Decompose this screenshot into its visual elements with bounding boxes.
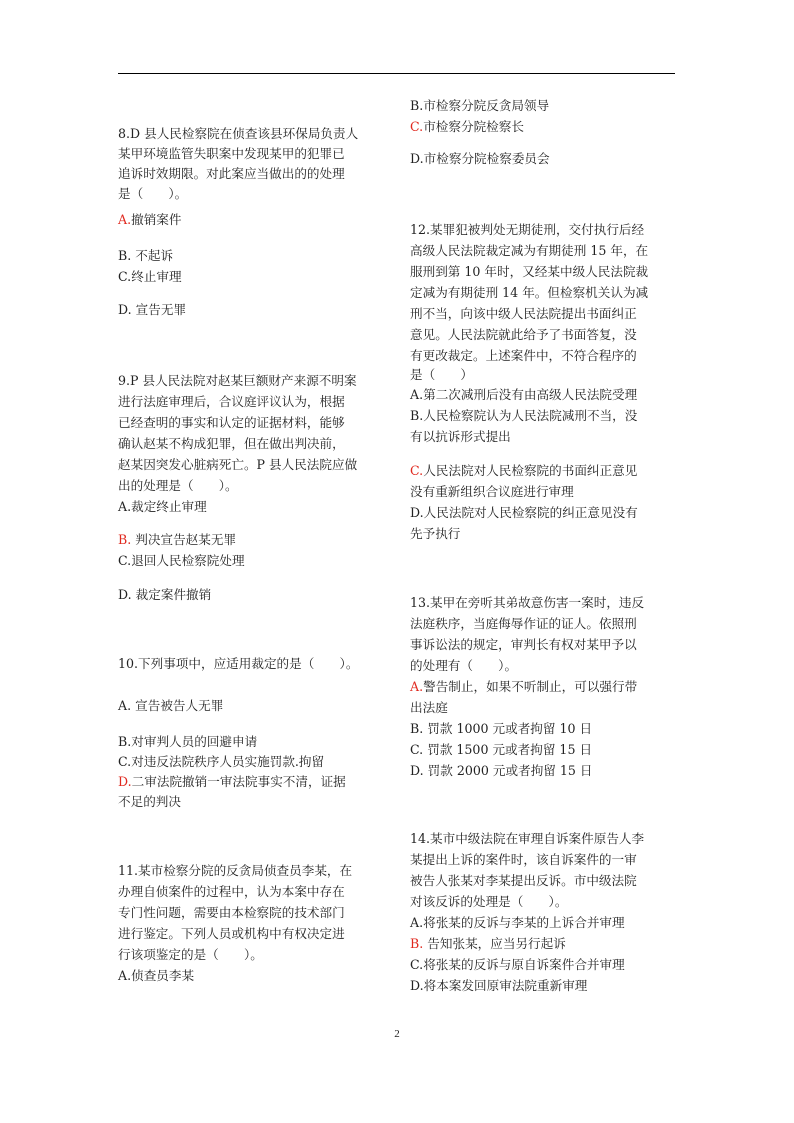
option-letter: A. — [410, 679, 424, 694]
option-text: 罚款 1000 元或者拘留 10 日 — [427, 721, 593, 736]
option-letter: C. — [410, 742, 424, 757]
option-letter: C. — [118, 553, 132, 568]
option-c — [410, 118, 524, 136]
option-text: 二审法院撤销一审法院事实不清，证据 — [131, 774, 346, 789]
option-letter: C. — [410, 957, 424, 972]
question-stem-line: 刑不当，向该中级人民法院提出书面纠正 — [410, 306, 637, 321]
option-d — [410, 150, 550, 168]
question-stem-line: 是（ ）。 — [118, 186, 188, 201]
question-stem-line: 确认赵某不构成犯罪，但在做出判决前， — [118, 436, 345, 451]
option-text: 罚款 1500 元或者拘留 15 日 — [427, 742, 593, 757]
option-c — [118, 268, 182, 286]
option-text: 裁定案件撤销 — [135, 587, 212, 602]
option-a — [118, 498, 207, 516]
option-a — [410, 386, 637, 404]
option-text: 市检察分院检察长 — [423, 119, 524, 134]
option-letter: C. — [118, 754, 132, 769]
option-letter: D. — [410, 505, 424, 520]
option-letter: D. — [118, 587, 132, 602]
option-text: 人民检察院认为人民法院减刑不当，没 — [423, 408, 638, 423]
option-text: 人民法院对人民检察院的书面纠正意见 — [423, 463, 638, 478]
question-stem-line: 有更改裁定。上述案件中，不符合程序的 — [410, 348, 637, 363]
question-stem-line: 已经查明的事实和认定的证据材料，能够 — [118, 415, 345, 430]
option-b — [410, 935, 566, 953]
question-stem-line: 被告人张某对李某提出反诉。市中级法院 — [410, 873, 637, 888]
option-letter: A. — [410, 387, 424, 402]
option-text: 判决宣告赵某无罪 — [135, 532, 237, 547]
option-letter: A. — [410, 915, 424, 930]
option-d — [118, 586, 211, 604]
question-stem-line: 行该项鉴定的是（ ）。 — [118, 947, 263, 962]
option-b-continuation: 有以抗诉形式提出 — [410, 429, 511, 444]
option-b — [410, 407, 637, 425]
question-stem-line: 11.某市检察分院的反贪局侦查员李某，在 — [118, 863, 353, 878]
option-text: 终止审理 — [131, 269, 182, 284]
option-d — [410, 504, 638, 522]
option-letter: C. — [118, 269, 132, 284]
option-b — [118, 733, 257, 751]
option-text: 侦查员李某 — [131, 968, 195, 983]
option-text: 撤销案件 — [131, 212, 182, 227]
option-letter: B. — [410, 408, 424, 423]
option-letter: D. — [410, 763, 424, 778]
option-a — [410, 914, 625, 932]
option-d — [118, 301, 186, 319]
option-text: 对违反法院秩序人员实施罚款.拘留 — [131, 754, 325, 769]
question-stem-line: 专门性问题，需要由本检察院的技术部门 — [118, 905, 345, 920]
question-stem-line: 高级人民法院裁定减为有期徒刑 15 年，在 — [410, 243, 649, 258]
option-d-continuation: 不足的判决 — [118, 794, 181, 809]
option-c — [410, 741, 592, 759]
option-text: 第二次减刑后没有由高级人民法院受理 — [423, 387, 638, 402]
question-stem-line: 意见。人民法院就此给予了书面答复，没 — [410, 327, 637, 342]
question-stem-line: 10.下列事项中，应适用裁定的是（ ）。 — [118, 656, 359, 671]
option-letter: A. — [118, 968, 132, 983]
option-letter: C. — [410, 119, 424, 134]
question-stem-line: 法庭秩序，当庭侮辱作证的证人。依照刑 — [410, 616, 637, 631]
question-stem-line: 进行法庭审理后，合议庭评议认为，根据 — [118, 394, 345, 409]
option-a — [118, 211, 181, 229]
option-c — [410, 956, 625, 974]
question-stem-line: 某提出上诉的案件时，该自诉案件的一审 — [410, 852, 637, 867]
option-a-continuation: 出法庭 — [410, 700, 448, 715]
option-a — [118, 967, 194, 985]
option-d — [410, 762, 593, 780]
question-stem-line: 14.某市中级法院在审理自诉案件原告人李 — [410, 831, 645, 846]
option-letter: A. — [118, 698, 132, 713]
option-letter: D. — [118, 774, 132, 789]
option-letter: D. — [118, 302, 132, 317]
question-stem-line: 对该反诉的处理是（ ）。 — [410, 894, 568, 909]
header-rule — [118, 73, 675, 74]
question-stem-line: 9.P 县人民法院对赵某巨额财产来源不明案 — [118, 373, 357, 388]
question-stem-line: 13.某甲在旁听其弟故意伤害一案时，违反 — [410, 595, 645, 610]
question-stem-line: 事诉讼法的规定，审判长有权对某甲予以 — [410, 637, 637, 652]
option-a — [410, 678, 637, 696]
option-text: 将张某的反诉与原自诉案件合并审理 — [423, 957, 625, 972]
option-letter: B. — [410, 721, 424, 736]
option-d — [118, 773, 346, 791]
option-text: 市检察分院反贪局领导 — [423, 98, 550, 113]
question-stem-line: 进行鉴定。下列人员或机构中有权决定进 — [118, 926, 345, 941]
option-d — [410, 977, 587, 995]
option-text: 裁定终止审理 — [131, 499, 207, 514]
option-letter: B. — [118, 248, 132, 263]
option-text: 不起诉 — [135, 248, 174, 263]
option-letter: C. — [410, 463, 424, 478]
option-text: 市检察分院检察委员会 — [423, 151, 550, 166]
option-text: 对审判人员的回避申请 — [131, 734, 258, 749]
question-stem-line: 8.D 县人民检察院在侦查该县环保局负责人 — [118, 126, 359, 141]
option-letter: B. — [118, 532, 132, 547]
option-text: 警告制止，如果不听制止，可以强行带 — [423, 679, 638, 694]
question-stem-line: 出的处理是（ ）。 — [118, 478, 238, 493]
option-a — [118, 697, 223, 715]
option-c-continuation: 没有重新组织合议庭进行审理 — [410, 484, 574, 499]
question-stem-line: 是（ ） — [410, 367, 473, 382]
option-letter: B. — [410, 98, 424, 113]
option-d-continuation: 先予执行 — [410, 526, 461, 541]
option-text: 退回人民检察院处理 — [131, 553, 245, 568]
option-text: 罚款 2000 元或者拘留 15 日 — [427, 763, 593, 778]
option-b — [410, 720, 592, 738]
question-stem-line: 追诉时效期限。对此案应当做出的的处理 — [118, 166, 345, 181]
option-b — [118, 247, 173, 265]
question-stem-line: 的处理有（ ）。 — [410, 658, 518, 673]
option-text: 宣告无罪 — [135, 302, 187, 317]
option-b — [410, 97, 549, 115]
question-stem-line: 赵某因突发心脏病死亡。P 县人民法院应做 — [118, 457, 358, 472]
option-c — [410, 462, 637, 480]
question-stem-line: 12.某罪犯被判处无期徒刑，交付执行后经 — [410, 222, 645, 237]
option-letter: A. — [118, 499, 132, 514]
option-letter: D. — [410, 151, 424, 166]
option-letter: D. — [410, 978, 424, 993]
question-stem-line: 定减为有期徒刑 14 年。但检察机关认为减 — [410, 285, 649, 300]
option-letter: A. — [118, 212, 132, 227]
question-stem-line: 服刑到第 10 年时，又经某中级人民法院裁 — [410, 264, 649, 279]
question-stem-line: 某甲环境监管失职案中发现某甲的犯罪已 — [118, 146, 345, 161]
option-c — [118, 753, 324, 771]
option-text: 将张某的反诉与李某的上诉合并审理 — [423, 915, 625, 930]
option-letter: B. — [118, 734, 132, 749]
page-number: 2 — [394, 1028, 400, 1040]
option-text: 人民法院对人民检察院的纠正意见没有 — [423, 505, 638, 520]
option-text: 宣告被告人无罪 — [135, 698, 224, 713]
option-c — [118, 552, 245, 570]
option-text: 告知张某，应当另行起诉 — [427, 936, 566, 951]
option-b — [118, 531, 236, 549]
question-stem-line: 办理自侦案件的过程中，认为本案中存在 — [118, 884, 345, 899]
option-letter: B. — [410, 936, 424, 951]
option-text: 将本案发回原审法院重新审理 — [423, 978, 588, 993]
